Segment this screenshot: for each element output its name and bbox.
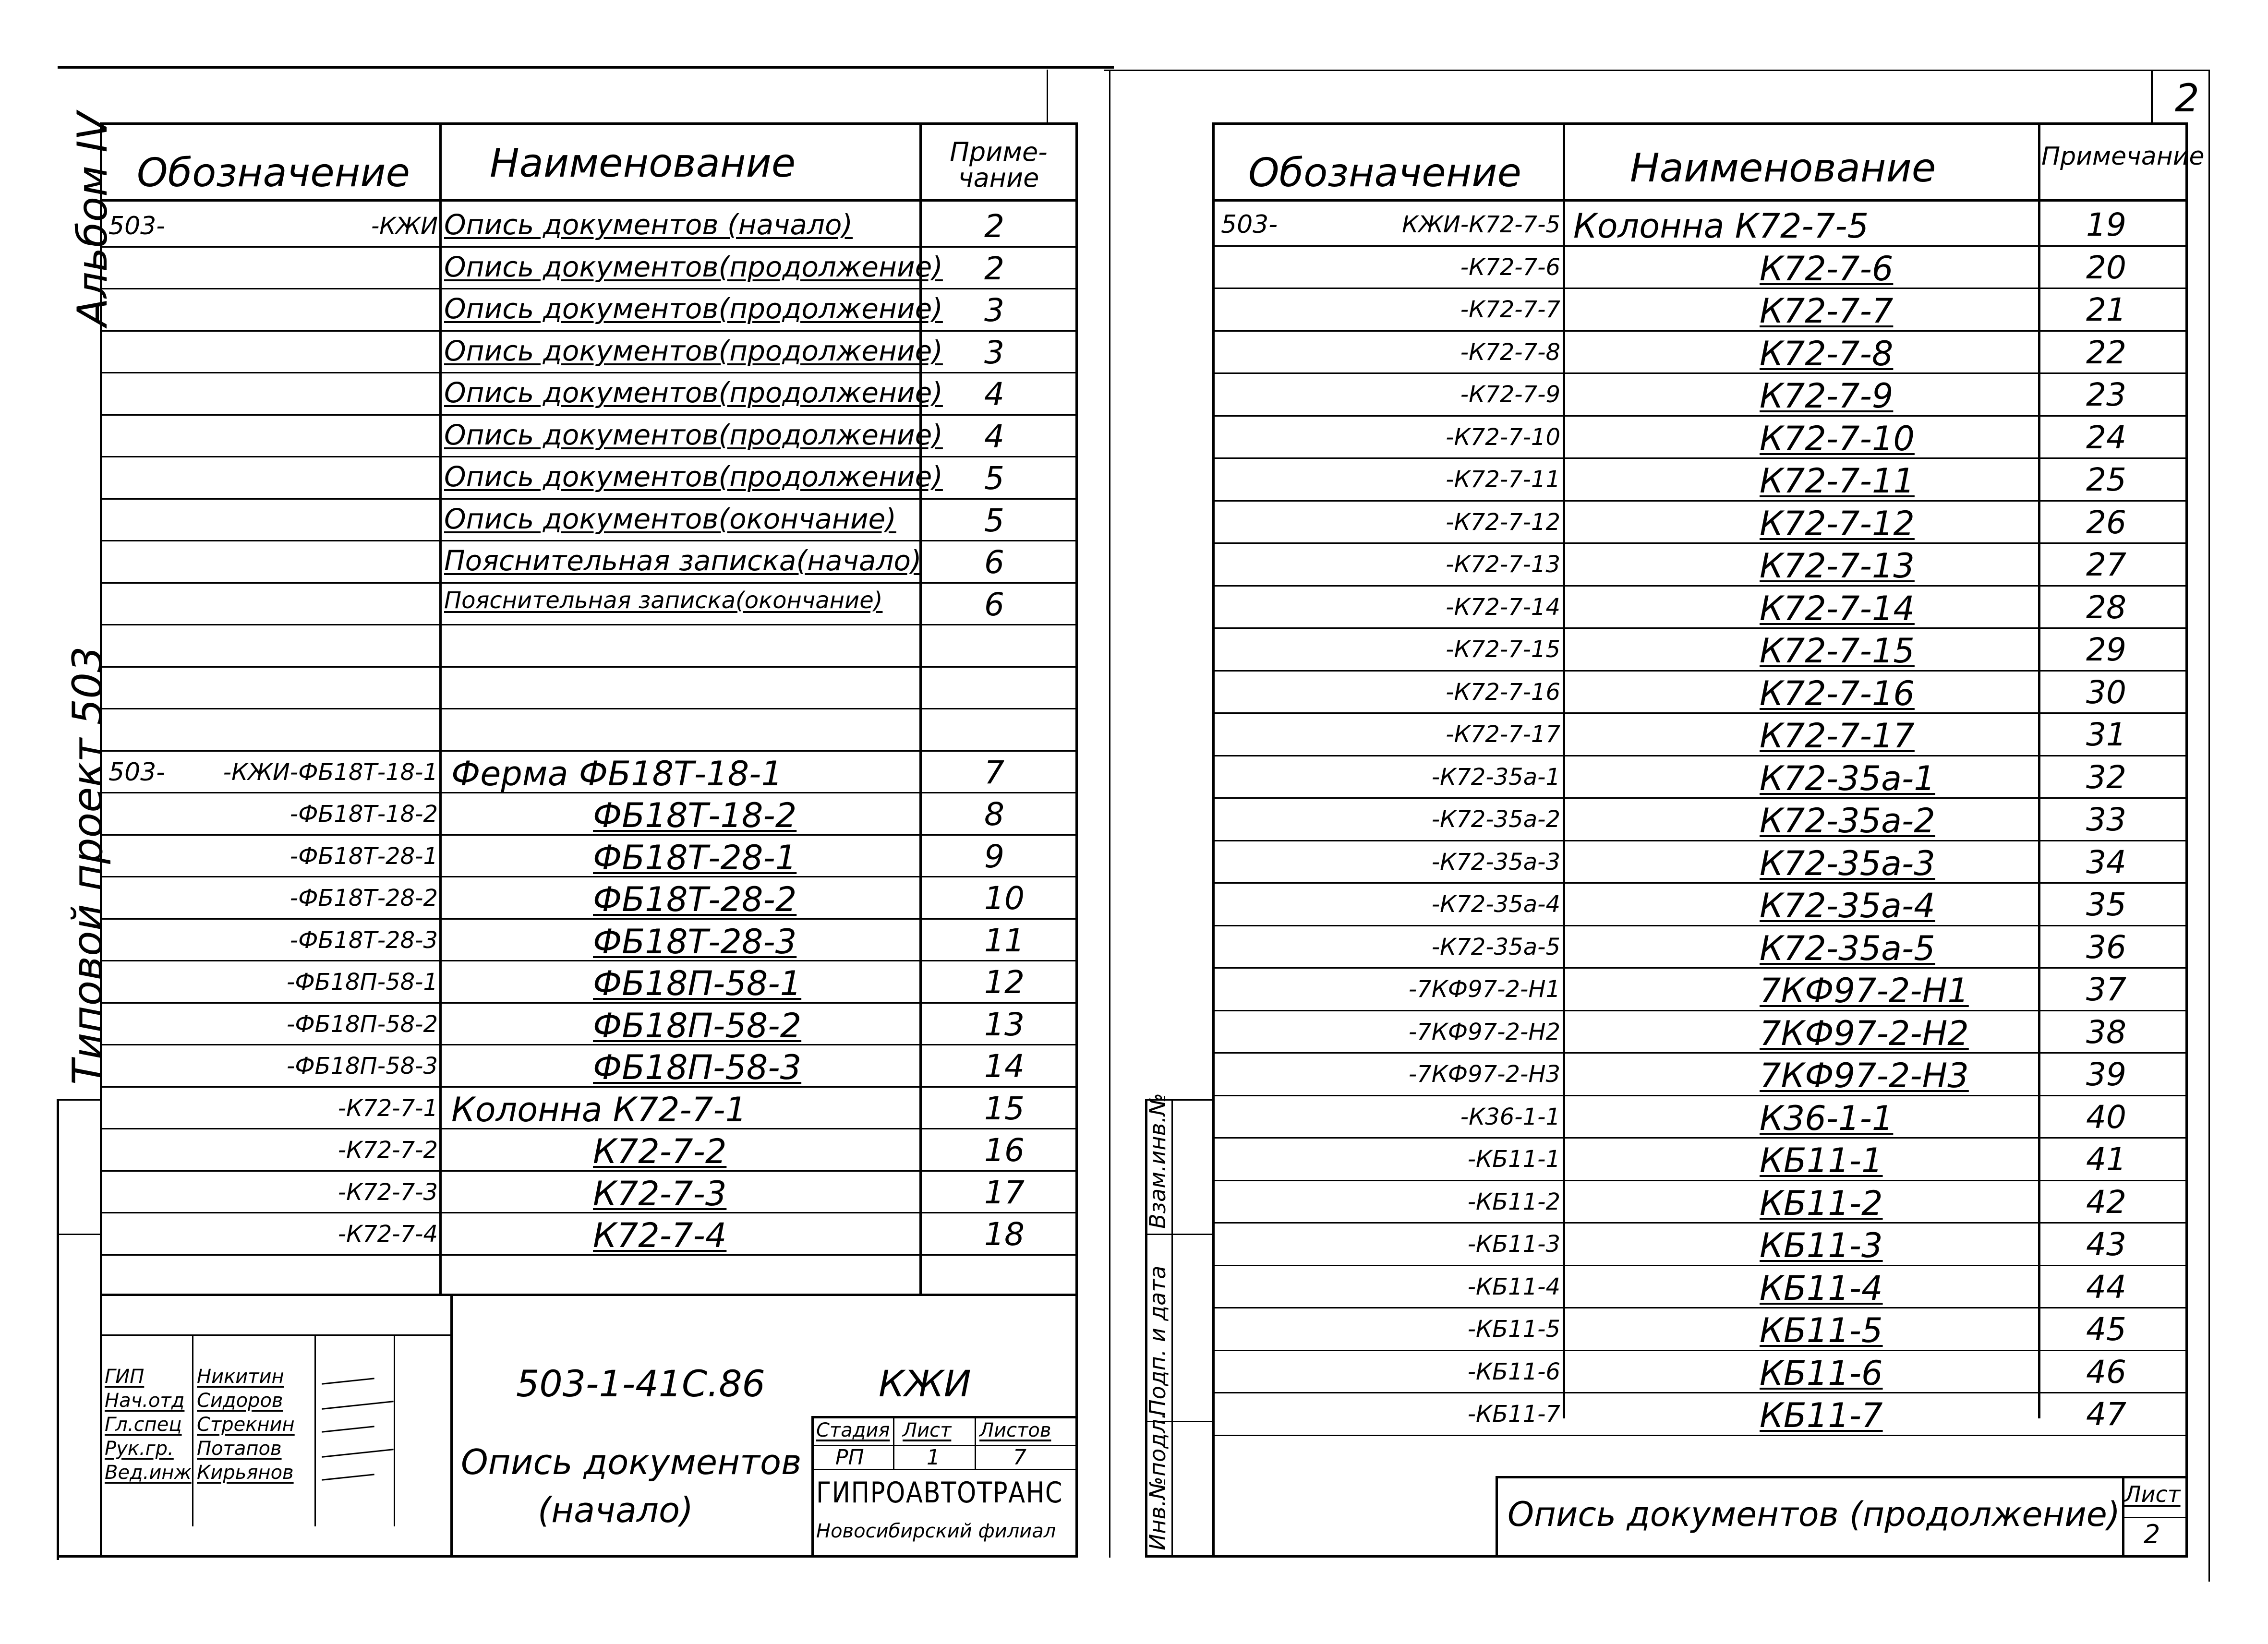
stamp-signature	[322, 1378, 374, 1384]
row-rule	[100, 582, 1075, 584]
row-name: ФБ18П-58-3	[593, 1048, 802, 1087]
row-name: К72-35а-2	[1760, 801, 1935, 840]
right-frame-top	[1212, 122, 2187, 125]
row-code: -ФБ18Т-28-2	[290, 885, 438, 912]
stamp-role: Гл.спец	[105, 1414, 182, 1436]
row-note: 27	[2086, 546, 2126, 583]
row-rule	[100, 666, 1075, 668]
row-note: 20	[2086, 249, 2126, 286]
row-name: К72-7-15	[1760, 631, 1915, 671]
row-note: 3	[984, 334, 1004, 371]
row-name: Опись документов(продолжение)	[444, 418, 943, 451]
row-name: К72-7-13	[1760, 546, 1915, 586]
row-rule	[1212, 1265, 2187, 1266]
row-code: -К72-7-13	[1446, 551, 1560, 578]
row-name: К72-7-10	[1760, 419, 1915, 458]
top-edge-line-right	[1104, 70, 2208, 71]
footer-sheet-label: Лист	[2124, 1481, 2181, 1507]
side-label-inv: Инв.№подл.	[1145, 1412, 1170, 1550]
row-code: -К72-35а-5	[1431, 933, 1560, 960]
row-code: -ФБ18П-58-2	[287, 1010, 438, 1038]
row-rule	[1212, 415, 2187, 417]
row-code: -К72-7-2	[338, 1137, 438, 1164]
row-rule	[100, 1212, 1075, 1213]
row-code: -К36-1-1	[1460, 1103, 1560, 1130]
row-note: 43	[2086, 1226, 2126, 1263]
row-rule	[1212, 627, 2187, 629]
row-rule	[1212, 288, 2187, 289]
row-rule	[100, 372, 1075, 373]
row-code: КЖИ-К72-7-5	[1402, 211, 1560, 238]
stamp-sheet: 1	[927, 1445, 940, 1470]
row-note: 25	[2086, 461, 2126, 498]
right-side-inner	[1171, 1099, 1173, 1555]
footer-title: Опись документов (продолжение)	[1508, 1495, 2121, 1534]
row-name: ФБ18Т-18-2	[593, 796, 797, 835]
left-side-divider-2	[57, 1234, 100, 1235]
row-note: 44	[2086, 1268, 2126, 1306]
stamp-col-2	[314, 1334, 316, 1526]
row-note: 24	[2086, 419, 2126, 456]
row-rule	[100, 1002, 1075, 1004]
row-code: -ФБ18Т-28-3	[290, 926, 438, 954]
row-name: К72-7-17	[1760, 716, 1915, 756]
row-note: 28	[2086, 588, 2126, 626]
row-rule	[1212, 1435, 2187, 1436]
row-rule	[100, 456, 1075, 457]
row-note: 2	[984, 250, 1004, 287]
stamp-signature	[322, 1474, 374, 1480]
stamp-sheets: 7	[1013, 1445, 1026, 1470]
row-rule	[1212, 755, 2187, 756]
row-name: КБ11-1	[1760, 1141, 1883, 1180]
row-name: КБ11-5	[1760, 1311, 1883, 1350]
row-note: 11	[984, 922, 1025, 959]
row-note: 4	[984, 418, 1004, 455]
stamp-top	[100, 1294, 1075, 1296]
row-note: 16	[984, 1132, 1025, 1169]
right-header-rule	[1212, 199, 2187, 202]
stamp-sheet-label: Лист	[903, 1419, 952, 1441]
row-name: К72-35а-4	[1760, 886, 1935, 925]
row-code: -К72-7-15	[1446, 636, 1560, 663]
row-name: Опись документов(продолжение)	[444, 334, 943, 367]
row-rule	[100, 1170, 1075, 1172]
row-rule	[1212, 372, 2187, 374]
row-name: ФБ18Т-28-2	[593, 880, 797, 919]
row-code: -К72-7-7	[1460, 296, 1560, 323]
footer-sheet-divider	[2122, 1517, 2187, 1518]
top-edge-line	[58, 66, 1114, 69]
row-note: 29	[2086, 631, 2126, 668]
row-note: 23	[2086, 376, 2126, 413]
row-rule	[1212, 1392, 2187, 1393]
row-name: К72-7-4	[593, 1216, 727, 1255]
row-name: Опись документов(окончание)	[444, 502, 896, 535]
stamp-line-3	[811, 1416, 1075, 1418]
row-rule	[100, 960, 1075, 961]
row-note: 21	[2086, 291, 2126, 328]
album-label: Альбом IV	[69, 112, 117, 326]
row-name: Опись документов(продолжение)	[444, 376, 943, 409]
row-code: -К72-7-8	[1460, 338, 1560, 366]
row-code: -ФБ18П-58-1	[287, 969, 438, 996]
right-header-designation: Обозначение	[1248, 150, 1521, 196]
row-series: 503-	[109, 757, 166, 787]
row-code: -К72-35а-2	[1431, 806, 1560, 833]
row-code: -7КФ97-2-Н1	[1408, 976, 1560, 1003]
right-frame-bottom	[1145, 1555, 2187, 1558]
stamp-stage: РП	[835, 1445, 864, 1470]
row-code: -КЖИ-ФБ18Т-18-1	[223, 758, 438, 786]
row-code: -КБ11-3	[1467, 1231, 1560, 1258]
stamp-signature	[322, 1401, 393, 1410]
row-note: 30	[2086, 673, 2126, 711]
row-name: ФБ18П-58-1	[593, 964, 802, 1003]
row-code: -КБ11-2	[1467, 1188, 1560, 1215]
row-rule	[100, 750, 1075, 752]
footer-sheet-number: 2	[2144, 1519, 2160, 1549]
row-name: К72-7-12	[1760, 504, 1915, 543]
stamp-col-1	[192, 1334, 193, 1526]
row-name: К36-1-1	[1760, 1098, 1894, 1138]
row-name: ФБ18Т-28-3	[593, 922, 797, 961]
stamp-person: Сидоров	[197, 1390, 283, 1412]
row-note: 6	[984, 544, 1004, 581]
row-rule	[1212, 925, 2187, 926]
stamp-org: ГИПРОАВТОТРАНС	[816, 1476, 1063, 1510]
row-rule	[1212, 1095, 2187, 1096]
row-rule	[100, 624, 1075, 625]
row-code: -КБ11-7	[1467, 1401, 1560, 1428]
row-note: 34	[2086, 843, 2126, 881]
row-rule	[100, 834, 1075, 836]
right-col-divider-2	[2038, 122, 2040, 1418]
row-rule	[1212, 967, 2187, 969]
stamp-col-7	[975, 1416, 976, 1469]
row-name: Опись документов(продолжение)	[444, 250, 943, 283]
row-code: -К72-35а-3	[1431, 848, 1560, 876]
row-rule	[100, 414, 1075, 416]
footer-box-left	[1496, 1476, 1498, 1555]
row-code: -7КФ97-2-Н3	[1408, 1061, 1560, 1088]
left-side-divider-1	[57, 1099, 100, 1101]
row-rule	[1212, 500, 2187, 502]
left-frame-right	[1075, 122, 1078, 1558]
row-name: Опись документов(продолжение)	[444, 460, 943, 493]
stamp-doc-mark: КЖИ	[879, 1362, 971, 1405]
stamp-person: Стрекнин	[197, 1414, 295, 1436]
row-rule	[1212, 797, 2187, 799]
row-name: Опись документов(продолжение)	[444, 292, 943, 325]
left-top-tick-a	[1047, 70, 1048, 122]
left-frame-bottom	[57, 1555, 1075, 1558]
row-code: -К72-7-10	[1446, 423, 1560, 451]
row-rule	[1212, 1010, 2187, 1011]
row-note: 9	[984, 838, 1004, 875]
right-col-divider-1	[1563, 122, 1565, 1418]
row-rule	[100, 1086, 1075, 1088]
row-note: 18	[984, 1216, 1025, 1253]
side-label-sign: Подп. и дата	[1145, 1265, 1170, 1416]
row-rule	[1212, 330, 2187, 332]
row-rule	[1212, 1180, 2187, 1181]
row-note: 6	[984, 586, 1004, 623]
row-rule	[1212, 1222, 2187, 1224]
row-code: -К72-7-12	[1446, 508, 1560, 536]
row-series: 503-	[109, 212, 166, 240]
row-note: 33	[2086, 801, 2126, 838]
stamp-sheets-label: Листов	[979, 1419, 1051, 1441]
row-name: КБ11-4	[1760, 1268, 1883, 1308]
row-note: 22	[2086, 334, 2126, 371]
stamp-col-5	[811, 1416, 814, 1555]
row-code: -К72-7-11	[1446, 466, 1560, 493]
stamp-col-6	[893, 1416, 894, 1469]
row-note: 14	[984, 1048, 1025, 1085]
row-note: 41	[2086, 1141, 2126, 1178]
row-note: 40	[2086, 1098, 2126, 1136]
right-header-name: Наименование	[1630, 145, 1936, 191]
row-rule	[100, 708, 1075, 709]
row-note: 32	[2086, 758, 2126, 796]
row-code: -К72-7-6	[1460, 253, 1560, 281]
stamp-col-4	[450, 1294, 453, 1555]
left-header-designation: Обозначение	[137, 150, 410, 196]
row-name: Опись документов (начало)	[444, 208, 853, 241]
row-name: ФБ18Т-28-1	[593, 838, 797, 877]
row-rule	[100, 246, 1075, 248]
row-note: 3	[984, 292, 1004, 329]
row-name: 7КФ97-2-Н1	[1760, 971, 1969, 1010]
row-name: Пояснительная записка(начало)	[444, 544, 922, 577]
stamp-branch: Новосибирский филиал	[816, 1520, 1056, 1542]
right-side-divider-2	[1145, 1234, 1212, 1235]
row-rule	[100, 288, 1075, 289]
row-note: 13	[984, 1006, 1025, 1043]
project-label: Типовой проект 503	[64, 646, 112, 1085]
row-note: 35	[2086, 886, 2126, 923]
stamp-signature	[322, 1426, 374, 1432]
row-rule	[1212, 712, 2187, 714]
stamp-role: Вед.инж	[105, 1462, 192, 1484]
row-note: 31	[2086, 716, 2126, 753]
footer-box-top	[1496, 1476, 2187, 1478]
row-name: К72-7-16	[1760, 673, 1915, 713]
row-note: 36	[2086, 928, 2126, 966]
row-note: 17	[984, 1174, 1025, 1211]
row-rule	[1212, 840, 2187, 841]
stamp-person: Никитин	[197, 1366, 284, 1388]
row-note: 46	[2086, 1353, 2126, 1391]
row-code: -К72-7-17	[1446, 721, 1560, 748]
page-number-box-left	[2151, 70, 2153, 125]
row-note: 39	[2086, 1056, 2126, 1093]
row-name: КБ11-3	[1760, 1226, 1883, 1265]
row-name: КБ11-6	[1760, 1353, 1883, 1393]
row-name: Ферма ФБ18Т-18-1	[451, 754, 783, 793]
row-rule	[100, 1044, 1075, 1045]
row-rule	[100, 498, 1075, 500]
right-header-note: Примечание	[2041, 142, 2205, 171]
left-frame-outer	[57, 1099, 59, 1560]
row-code: -К72-35а-1	[1431, 763, 1560, 791]
row-rule	[100, 1254, 1075, 1256]
row-rule	[1212, 670, 2187, 672]
row-note: 38	[2086, 1013, 2126, 1051]
row-rule	[100, 540, 1075, 541]
row-name: К72-7-6	[1760, 249, 1894, 288]
row-name: К72-7-3	[593, 1174, 727, 1213]
row-name: 7КФ97-2-Н2	[1760, 1013, 1969, 1053]
row-code: -К72-7-14	[1446, 593, 1560, 621]
row-name: Пояснительная записка(окончание)	[444, 587, 883, 614]
row-name: К72-35а-3	[1760, 843, 1935, 883]
stamp-col-3	[394, 1334, 395, 1526]
row-rule	[100, 876, 1075, 877]
row-code: -КБ11-1	[1467, 1146, 1560, 1173]
stamp-stage-label: Стадия	[816, 1419, 890, 1441]
row-code: -К72-7-16	[1446, 678, 1560, 706]
row-note: 2	[984, 208, 1004, 245]
row-code: -КБ11-4	[1467, 1273, 1560, 1300]
row-code: -ФБ18Т-28-1	[290, 842, 438, 870]
row-note: 45	[2086, 1311, 2126, 1348]
left-header-note: Приме- чание	[950, 137, 1048, 193]
row-note: 12	[984, 964, 1025, 1001]
row-rule	[100, 330, 1075, 332]
row-note: 5	[984, 502, 1004, 539]
side-label-replace: Взам.инв.№	[1145, 1092, 1170, 1229]
row-rule	[1212, 882, 2187, 884]
row-rule	[100, 918, 1075, 920]
row-code: -К72-35а-4	[1431, 891, 1560, 918]
row-rule	[1212, 1137, 2187, 1139]
row-code: -КБ11-5	[1467, 1316, 1560, 1343]
row-code: -7КФ97-2-Н2	[1408, 1018, 1560, 1045]
row-name: Колонна К72-7-5	[1573, 206, 1869, 246]
row-name: К72-7-7	[1760, 291, 1894, 331]
row-name: Колонна К72-7-1	[451, 1090, 747, 1129]
row-code: -К72-7-1	[338, 1094, 438, 1122]
row-note: 42	[2086, 1183, 2126, 1221]
row-note: 5	[984, 460, 1004, 497]
row-name: КБ11-2	[1760, 1183, 1883, 1223]
row-rule	[1212, 585, 2187, 587]
right-margin-line	[2208, 70, 2210, 1582]
row-name: К72-35а-5	[1760, 928, 1935, 968]
stamp-role: Рук.гр.	[105, 1438, 174, 1460]
stamp-role: ГИП	[105, 1366, 145, 1388]
row-code: -К72-7-3	[338, 1178, 438, 1206]
row-code: -К72-7-9	[1460, 381, 1560, 408]
page-number: 2	[2175, 76, 2199, 120]
row-note: 19	[2086, 206, 2126, 243]
row-name: К72-7-14	[1760, 588, 1915, 628]
left-frame-top	[100, 122, 1075, 125]
stamp-line-2	[100, 1334, 450, 1336]
row-code: -ФБ18П-58-3	[287, 1053, 438, 1080]
left-frame-line	[100, 122, 102, 1558]
row-rule	[1212, 1052, 2187, 1054]
row-code: -ФБ18Т-18-2	[290, 801, 438, 828]
stamp-person: Кирьянов	[197, 1462, 294, 1484]
row-rule	[1212, 1350, 2187, 1351]
stamp-title-line1: Опись документов	[461, 1442, 802, 1482]
row-name: КБ11-7	[1760, 1396, 1883, 1435]
row-code: -КЖИ	[371, 213, 438, 240]
row-name: К72-7-11	[1760, 461, 1915, 501]
row-rule	[1212, 542, 2187, 544]
row-note: 37	[2086, 971, 2126, 1008]
row-rule	[1212, 1307, 2187, 1308]
row-code: -КБ11-6	[1467, 1358, 1560, 1385]
stamp-person: Потапов	[197, 1438, 282, 1460]
row-note: 8	[984, 796, 1004, 833]
stamp-signature	[322, 1449, 393, 1458]
left-header-rule	[100, 199, 1075, 202]
row-note: 26	[2086, 504, 2126, 541]
left-top-tick-b	[1109, 70, 1110, 1558]
stamp-doc-code: 503-1-41С.86	[516, 1362, 765, 1405]
row-name: К72-7-8	[1760, 334, 1894, 373]
row-series: 503-	[1221, 210, 1278, 239]
stamp-role: Нач.отд	[105, 1390, 185, 1412]
left-header-name: Наименование	[490, 141, 796, 186]
row-code: -К72-7-4	[338, 1221, 438, 1248]
row-note: 47	[2086, 1396, 2126, 1433]
row-rule	[1212, 457, 2187, 459]
row-name: 7КФ97-2-Н3	[1760, 1056, 1969, 1095]
row-name: ФБ18П-58-2	[593, 1006, 802, 1045]
row-note: 4	[984, 376, 1004, 413]
row-name: К72-7-9	[1760, 376, 1894, 416]
stamp-title-line2: (начало)	[538, 1490, 694, 1530]
row-name: К72-7-2	[593, 1132, 727, 1171]
row-note: 10	[984, 880, 1025, 917]
row-note: 7	[984, 754, 1004, 791]
row-note: 15	[984, 1090, 1025, 1127]
row-name: К72-35а-1	[1760, 758, 1935, 798]
